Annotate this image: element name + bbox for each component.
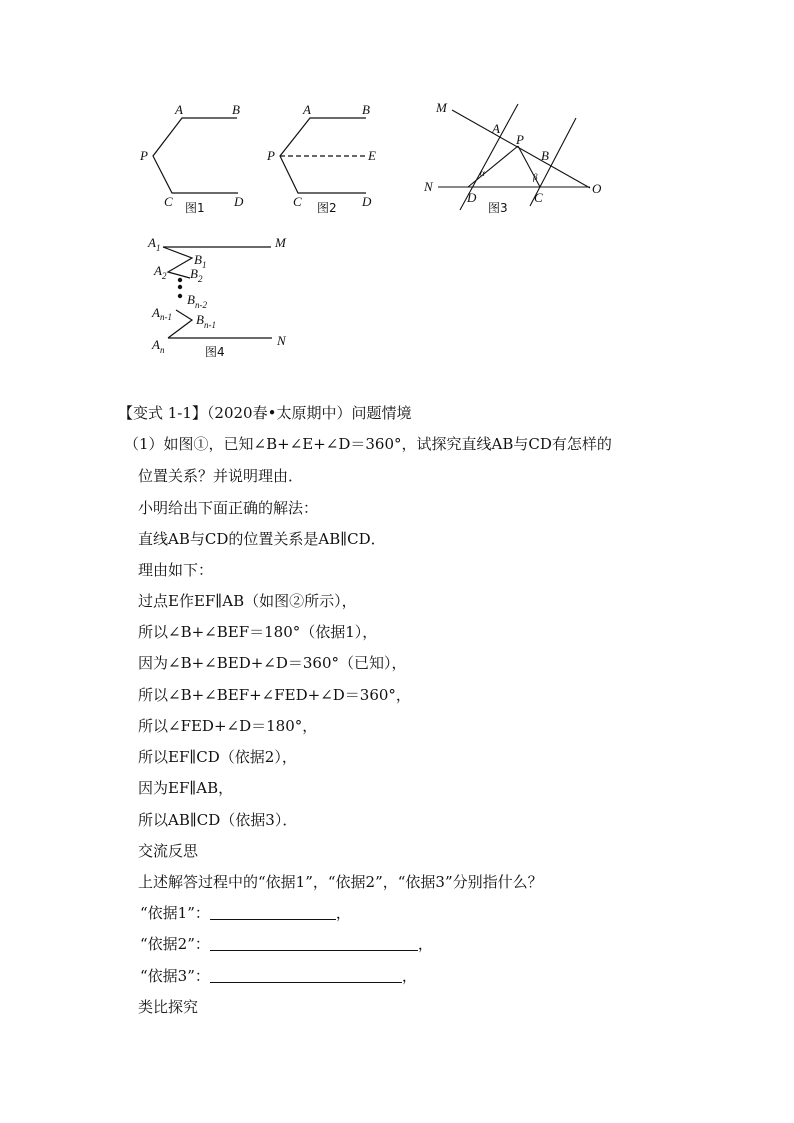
fig4-label-Bn2: $B_{n-2}$ xyxy=(187,292,207,310)
question-1-continued: 位置关系？并说明理由． xyxy=(138,467,304,485)
fig1-label-C: C xyxy=(164,194,173,209)
basis-3-row xyxy=(140,966,417,986)
fig4-label-Bn1: $B_{n-1}$ xyxy=(196,312,216,330)
fig2-caption: 图2 xyxy=(317,201,337,215)
fig4-label-An: $A_n$ xyxy=(152,337,165,355)
fig3-caption: 图3 xyxy=(488,201,508,215)
fig2-label-C: C xyxy=(293,194,302,209)
basis-1-answer-blank[interactable] xyxy=(210,905,336,920)
solution-intro: 小明给出下面正确的解法： xyxy=(138,499,319,517)
figure-2 xyxy=(280,118,366,193)
solution-line-10: 所以AB∥CD（依据3）． xyxy=(138,811,298,829)
fig3-label-alpha: α xyxy=(480,168,485,178)
solution-line-7: 所以∠FED+∠D＝180°， xyxy=(138,717,318,735)
fig4-label-An1: $A_{n-1}$ xyxy=(152,305,172,322)
basis-1-comma: ， xyxy=(335,904,351,922)
figure-4-zigzag-top xyxy=(163,247,192,278)
problem-heading: 【变式 1-1】（2020春•太原期中）问题情境 xyxy=(118,404,412,422)
basis-2-comma: ， xyxy=(417,935,433,953)
fig1-label-P: P xyxy=(140,148,148,163)
basis-2-row xyxy=(140,934,433,954)
fig2-label-B: B xyxy=(362,102,370,117)
solution-line-8: 所以EF∥CD（依据2）， xyxy=(138,748,297,766)
geometry-figures xyxy=(0,0,794,380)
basis-2-answer-blank[interactable] xyxy=(210,936,418,951)
basis-3-label: “依据3”： xyxy=(140,967,210,985)
fig3-label-C: C xyxy=(534,190,543,205)
basis-3-answer-blank[interactable] xyxy=(210,968,402,983)
figure-3-line-MO xyxy=(452,110,590,188)
fig4-label-B2: $B_2$ xyxy=(190,266,203,284)
solution-line-4: 所以∠B+∠BEF＝180°（依据1）， xyxy=(138,623,378,641)
reflect-question: 上述解答过程中的“依据1”，“依据2”，“依据3”分别指什么？ xyxy=(138,873,543,891)
fig1-label-A: A xyxy=(175,102,183,117)
fig2-label-E: E xyxy=(368,148,376,163)
fig3-label-O: O xyxy=(592,181,602,196)
fig2-label-P: P xyxy=(267,148,275,163)
solution-line-3: 过点E作EF∥AB（如图②所示）， xyxy=(138,592,357,610)
fig3-label-D: D xyxy=(467,190,477,205)
fig2-label-D: D xyxy=(362,194,372,209)
fig1-label-D: D xyxy=(234,194,244,209)
figure-3-line-DP xyxy=(468,146,518,187)
fig3-label-B: B xyxy=(541,148,549,163)
basis-3-comma: ， xyxy=(401,967,417,985)
fig3-label-P: P xyxy=(516,132,524,147)
section-analogy-heading: 类比探究 xyxy=(138,998,199,1016)
fig3-label-A: A xyxy=(492,121,500,136)
fig4-label-B1: $B_1$ xyxy=(194,252,207,270)
figure-4-ellipsis-dots xyxy=(178,278,182,298)
fig4-caption: 图4 xyxy=(205,345,225,359)
basis-1-row xyxy=(140,903,351,923)
solution-line-6: 所以∠B+∠BEF+∠FED+∠D＝360°， xyxy=(138,686,411,704)
question-1: （1）如图①，已知∠B+∠E+∠D＝360°，试探究直线AB与CD有怎样的 xyxy=(124,435,612,453)
fig4-label-A2: $A_2$ xyxy=(154,263,167,281)
fig2-label-A: A xyxy=(303,102,311,117)
fig3-label-N: N xyxy=(424,179,433,194)
figure-1-lines xyxy=(153,118,238,193)
basis-1-label: “依据1”： xyxy=(140,904,210,922)
fig4-label-A1: $A_1$ xyxy=(148,235,161,253)
basis-2-label: “依据2”： xyxy=(140,935,210,953)
solution-line-2: 理由如下： xyxy=(138,561,214,579)
section-reflect-heading: 交流反思 xyxy=(138,842,199,860)
fig3-label-M: M xyxy=(436,100,447,115)
fig3-label-beta: β xyxy=(533,172,538,182)
fig4-label-M: M xyxy=(275,235,286,250)
solution-line-9: 因为EF∥AB， xyxy=(138,779,234,797)
figure-1 xyxy=(153,118,238,193)
fig1-label-B: B xyxy=(232,102,240,117)
fig4-label-N: N xyxy=(277,333,286,348)
solution-line-5: 因为∠B+∠BED+∠D＝360°（已知）， xyxy=(138,654,407,672)
solution-line-1: 直线AB与CD的位置关系是AB∥CD． xyxy=(138,530,386,548)
figure-4 xyxy=(163,247,272,338)
figure-3 xyxy=(438,104,590,210)
fig1-caption: 图1 xyxy=(185,201,205,215)
